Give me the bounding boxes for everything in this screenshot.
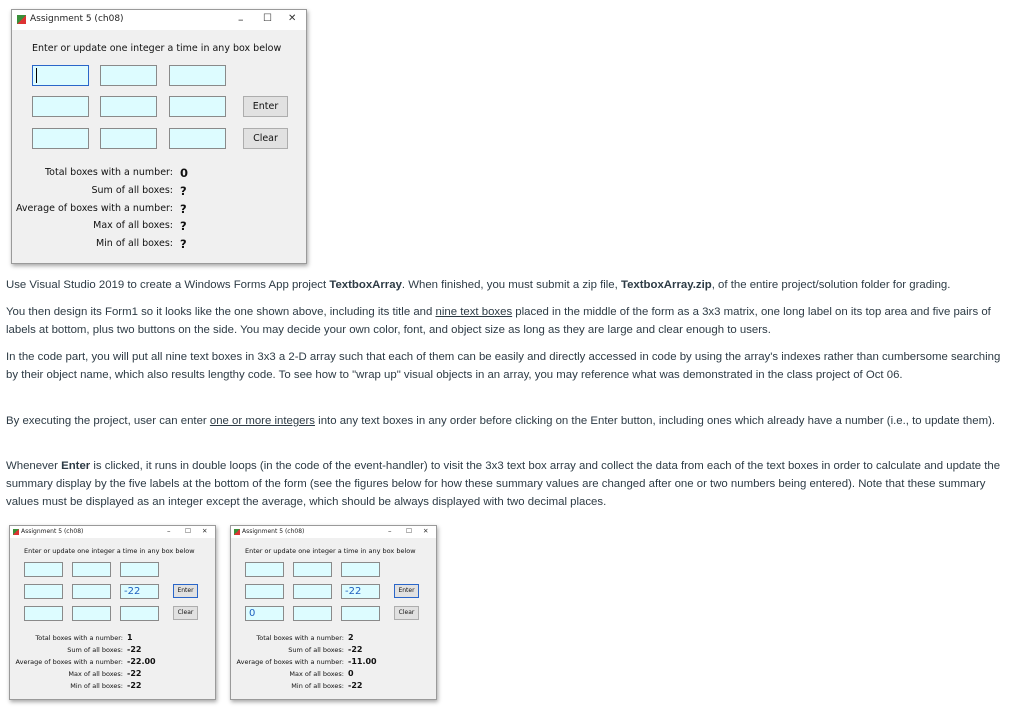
- sum-label: Sum of all boxes:: [67, 646, 123, 654]
- app-icon: [13, 529, 19, 535]
- clear-button[interactable]: Clear: [173, 606, 198, 620]
- min-label: Min of all boxes:: [70, 682, 123, 690]
- textbox-1-2[interactable]: -22: [341, 584, 380, 599]
- textbox-2-2[interactable]: [341, 606, 380, 621]
- total-boxes-value: 2: [348, 633, 354, 642]
- window-title: Assignment 5 (ch08): [30, 14, 124, 24]
- prompt-label: Enter or update one integer a time in any box below: [245, 547, 416, 555]
- textbox-1-2[interactable]: -22: [120, 584, 159, 599]
- textbox-1-0[interactable]: [32, 96, 89, 117]
- min-value: -22: [127, 681, 142, 690]
- instruction-paragraph-3: In the code part, you will put all nine text boxes in 3x3 a 2-D array such that each of them can be easily and directly accessed in code by using the array's indexes rather than cumbersome searching by their object name, which also results lengthy code. To see how to "wrap up" visual objects in an array, you may reference what was demonstrated in the class project of Oct 06.: [6, 351, 1001, 381]
- max-value: ?: [180, 219, 187, 233]
- textbox-0-0[interactable]: [24, 562, 63, 577]
- prompt-label: Enter or update one integer a time in any box below: [32, 43, 282, 54]
- max-value: 0: [348, 669, 354, 678]
- average-value: -22.00: [127, 657, 156, 666]
- total-boxes-label: Total boxes with a number:: [35, 634, 123, 642]
- textbox-0-2[interactable]: [341, 562, 380, 577]
- close-button[interactable]: ✕: [423, 527, 429, 535]
- close-button[interactable]: ✕: [202, 527, 208, 535]
- sum-value: -22: [127, 645, 142, 654]
- min-label: Min of all boxes:: [95, 238, 173, 249]
- average-label: Average of boxes with a number:: [236, 658, 344, 666]
- maximize-button[interactable]: ☐: [406, 527, 412, 535]
- total-boxes-value: 0: [180, 166, 189, 180]
- example-form-two-numbers: [230, 525, 437, 700]
- textbox-1-0[interactable]: [24, 584, 63, 599]
- textbox-2-1[interactable]: [100, 128, 157, 149]
- enter-button[interactable]: Enter: [394, 584, 419, 598]
- max-label: Max of all boxes:: [289, 670, 344, 678]
- textbox-1-2[interactable]: [169, 96, 226, 117]
- instruction-paragraph-1: Use Visual Studio 2019 to create a Windows Forms App project TextboxArray. When finished, you must submit a zip file, TextboxArray.zip, of the entire project/solution folder for grading.: [6, 279, 951, 291]
- textbox-2-1[interactable]: [293, 606, 332, 621]
- average-value: -11.00: [348, 657, 377, 666]
- textbox-1-1[interactable]: [72, 584, 111, 599]
- total-boxes-label: Total boxes with a number:: [44, 167, 173, 178]
- clear-button[interactable]: Clear: [394, 606, 419, 620]
- main-form-window: [11, 9, 307, 264]
- enter-button[interactable]: Enter: [173, 584, 198, 598]
- min-value: ?: [180, 237, 187, 251]
- textbox-0-0[interactable]: [245, 562, 284, 577]
- app-icon: [234, 529, 240, 535]
- average-label: Average of boxes with a number:: [15, 658, 123, 666]
- sum-label: Sum of all boxes:: [91, 185, 173, 196]
- textbox-1-1[interactable]: [293, 584, 332, 599]
- minimize-button[interactable]: –: [388, 527, 392, 535]
- window-title: Assignment 5 (ch08): [21, 528, 84, 535]
- instruction-paragraph-2: You then design its Form1 so it looks like the one shown above, including its title and nine text boxes placed in the middle of the form as a 3x3 matrix, one long label on its top area and five pairs of labels at bottom, plus two buttons on the side. You may decide your own color, font, and object size as long as they are large and clear enough to users.: [6, 306, 991, 336]
- instruction-paragraph-4: By executing the project, user can enter one or more integers into any text boxes in any order before clicking on the Enter button, including ones which already have a number (i.e., to update them).: [6, 415, 996, 427]
- textbox-2-1[interactable]: [72, 606, 111, 621]
- min-value: -22: [348, 681, 363, 690]
- textbox-2-2[interactable]: [169, 128, 226, 149]
- textbox-0-1[interactable]: [72, 562, 111, 577]
- minimize-button[interactable]: –: [167, 527, 171, 535]
- max-label: Max of all boxes:: [68, 670, 123, 678]
- maximize-button[interactable]: ☐: [185, 527, 191, 535]
- window-title: Assignment 5 (ch08): [242, 528, 305, 535]
- prompt-label: Enter or update one integer a time in any box below: [24, 547, 195, 555]
- max-value: -22: [127, 669, 142, 678]
- total-boxes-value: 1: [127, 633, 133, 642]
- textbox-2-0[interactable]: [32, 128, 89, 149]
- app-icon: [17, 15, 26, 24]
- text-caret: [36, 68, 37, 83]
- close-button[interactable]: ✕: [288, 13, 297, 24]
- textbox-1-0[interactable]: [245, 584, 284, 599]
- title-bar: [10, 526, 215, 538]
- textbox-0-1[interactable]: [100, 65, 157, 86]
- sum-label: Sum of all boxes:: [288, 646, 344, 654]
- textbox-1-1[interactable]: [100, 96, 157, 117]
- textbox-2-2[interactable]: [120, 606, 159, 621]
- title-bar: [12, 10, 306, 30]
- clear-button[interactable]: Clear: [243, 128, 288, 149]
- instruction-paragraph-5: Whenever Enter is clicked, it runs in double loops (in the code of the event-handler) to visit the 3x3 text box array and collect the data from each of the text boxes in order to calculate and update the summary display by the five labels at the bottom of the form (see the figures below for how these summary values are changed after one or two numbers being entered). Note that these summary values must be displayed as an integer except the average, which should be always displayed with two decimal places.: [6, 460, 1001, 508]
- sum-value: -22: [348, 645, 363, 654]
- max-label: Max of all boxes:: [93, 220, 173, 231]
- minimize-button[interactable]: –: [238, 13, 244, 26]
- textbox-0-2[interactable]: [120, 562, 159, 577]
- min-label: Min of all boxes:: [291, 682, 344, 690]
- textbox-2-0[interactable]: [24, 606, 63, 621]
- enter-button[interactable]: Enter: [243, 96, 288, 117]
- example-form-one-number: [9, 525, 216, 700]
- average-value: ?: [180, 202, 187, 216]
- textbox-0-2[interactable]: [169, 65, 226, 86]
- textbox-2-0[interactable]: 0: [245, 606, 284, 621]
- average-label: Average of boxes with a number:: [15, 203, 173, 214]
- title-bar: [231, 526, 436, 538]
- maximize-button[interactable]: ☐: [263, 13, 272, 24]
- textbox-0-0[interactable]: [32, 65, 89, 86]
- sum-value: ?: [180, 184, 187, 198]
- textbox-0-1[interactable]: [293, 562, 332, 577]
- total-boxes-label: Total boxes with a number:: [256, 634, 344, 642]
